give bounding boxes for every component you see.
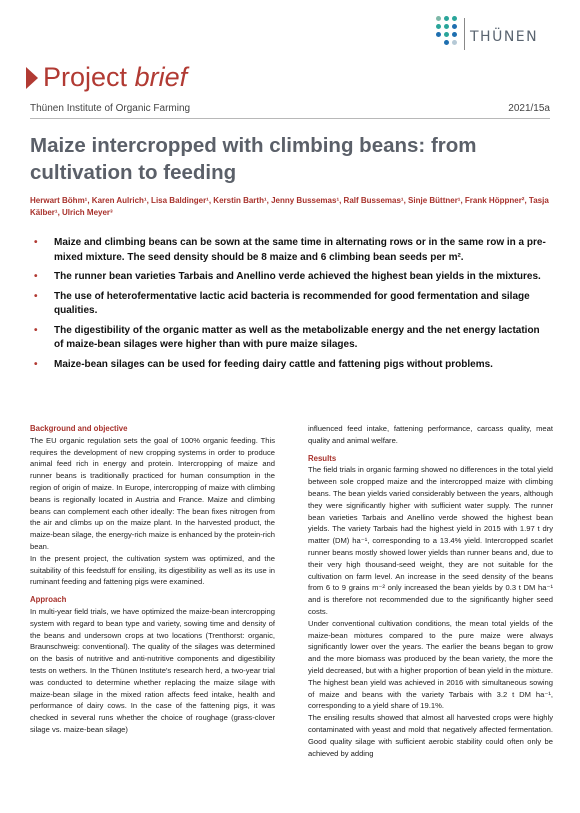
series-italic: brief (134, 62, 188, 92)
background-paragraph: The EU organic regulation sets the goal of 100% organic feeding. This requires the development of new cropping systems in order to produce animal feed rich in energy and protein. Intercropping of maize and runner beans is traditionally practiced for human consumption in the region of origin of maize. In Europe, intercropping of maize with climbing beans is regionally located in Austria and France. Maize and climbing beans can complement each other ideally: The bean fixes nitrogen from the air and climbs up on the maize plant. In the harvested product, the maize-bean silage, the energy-rich maize is enhanced by the protein-rich bean. (30, 435, 275, 551)
continued-paragraph: influenced feed intake, fattening performance, carcass quality, meat quality and animal welfare. (308, 424, 553, 445)
bullet-icon: • (34, 324, 38, 336)
institute-name: Thünen Institute of Organic Farming (30, 103, 191, 114)
logo-dots-icon (436, 14, 466, 50)
triangle-marker-icon (26, 67, 38, 89)
header-divider (30, 118, 550, 119)
results-paragraph: The ensiling results showed that almost all harvested crops were highly contaminated with yeast and mold that negatively affected fermentation. Good quality silage with sufficient aerobic stability could often only be achieved by adding (308, 713, 553, 758)
key-point-text: Maize and climbing beans can be sown at the same time in alternating rows or in the same row in a pre-mixed mixture. The seed density should be 8 maize and 6 climbing bean seeds per m². (54, 237, 546, 263)
bullet-icon: • (34, 237, 38, 248)
results-paragraph: Under conventional cultivation conditions, the mean total yields of the maize-bean mixtures compared to the pure maize were always significantly lower over the years. The earlier the beans began to grow and the more biomass was produced by the bean variety, the more the yield decreased, but with a higher proportion of bean yield in the mixture. The highest bean yield was achieved in 2016 with simultaneous sowing of maize and beans with the variety Tarbais with 3.2 t DM ha⁻¹, corresponding to a yield share of 19.1%. (308, 618, 553, 711)
background-paragraph: In the present project, the cultivation system was optimized, and the suitability of this feedstuff for ensiling, its digestibility as well as its use in ruminant feeding and fattening pigs were examined. (30, 553, 275, 587)
key-point-text: Maize-bean silages can be used for feeding dairy cattle and fattening pigs without problems. (54, 358, 493, 370)
logo-divider (464, 18, 465, 50)
bullet-icon: • (34, 271, 38, 282)
results-paragraph: The field trials in organic farming showed no differences in the total yield between sole cropped maize and the intercropped maize with climbing beans. The bean yields varied considerably between the years, although they were significantly higher with sufficient water supply. The runner bean varieties Tarbais and Anellino verde showed the highest bean yields. The variety Tarbais had the highest yield in 2015 with 1.97 t dry matter (DM) ha⁻¹, corresponding to a 13.4% yield. Intercropped scarlet runner beans mostly showed lower yields than runner beans and, due to their very high thousand-seed weight, they are not suitable for the cultivation on farm level. An increase in the seed density of the beans from 6 to 9 grains m⁻² only increased the bean yields by 0.3 t DM ha⁻¹ and is therefore not recommended due to the significantly higher seed costs. (308, 465, 553, 616)
key-points-list (30, 236, 550, 377)
key-point (30, 324, 550, 353)
document-number: 2021/15a (508, 103, 550, 114)
approach-heading: Approach (30, 595, 67, 605)
logo-text: THÜNEN (470, 29, 539, 45)
series-word: Project (43, 62, 128, 92)
series-title (43, 62, 187, 93)
key-point-text: The use of heterofermentative lactic acid bacteria is recommended for good fermentation and silage qualities. (54, 290, 530, 316)
key-point (30, 270, 550, 285)
bullet-icon: • (34, 358, 38, 370)
document-title: Maize intercropped with climbing beans: from cultivation to feeding (30, 134, 477, 184)
approach-paragraph: In multi-year field trials, we have optimized the maize-bean intercropping system with regard to bean type and variety, sowing time and density of the beans and undersown crops at two locations (Trenthorst: organic, Braunschweig: conventional). The quality of the silages was determined on the basis of nutritive and anti-nutritive components and digestibility tests on wethers. In the Thünen Institute's research herd, a two-year trial was conducted to determine whether replacing the maize silage with maize-bean silage in the mixed ration affects feed intake, health and performance of dairy cows. In the case of the fattening pigs, it was checked in several runs whether the choice of roughage (grass-clover silage vs. maize-bean silage) (30, 606, 275, 734)
bullet-icon: • (34, 290, 38, 302)
right-column (308, 423, 553, 759)
background-heading: Background and objective (30, 424, 128, 433)
key-point (30, 290, 550, 319)
key-point-text: The runner bean varieties Tarbais and Anellino verde achieved the highest bean yields in the mixtures. (54, 271, 541, 282)
key-point-text: The digestibility of the organic matter as well as the metabolizable energy and the net energy lactation of maize-bean silages were higher than with pure maize silages. (54, 324, 540, 350)
author-list: Herwart Böhm¹, Karen Aulrich¹, Lisa Baldinger¹, Kerstin Barth¹, Jenny Bussemas¹, Ralf Bussemas¹, Sinje Büttner¹, Frank Höppner², Tasja Kälber¹, Ulrich Meyer³ (30, 196, 549, 217)
key-point (30, 236, 550, 265)
left-column (30, 423, 275, 736)
thuenen-logo (436, 14, 566, 54)
results-heading: Results (308, 453, 337, 463)
key-point (30, 358, 550, 373)
